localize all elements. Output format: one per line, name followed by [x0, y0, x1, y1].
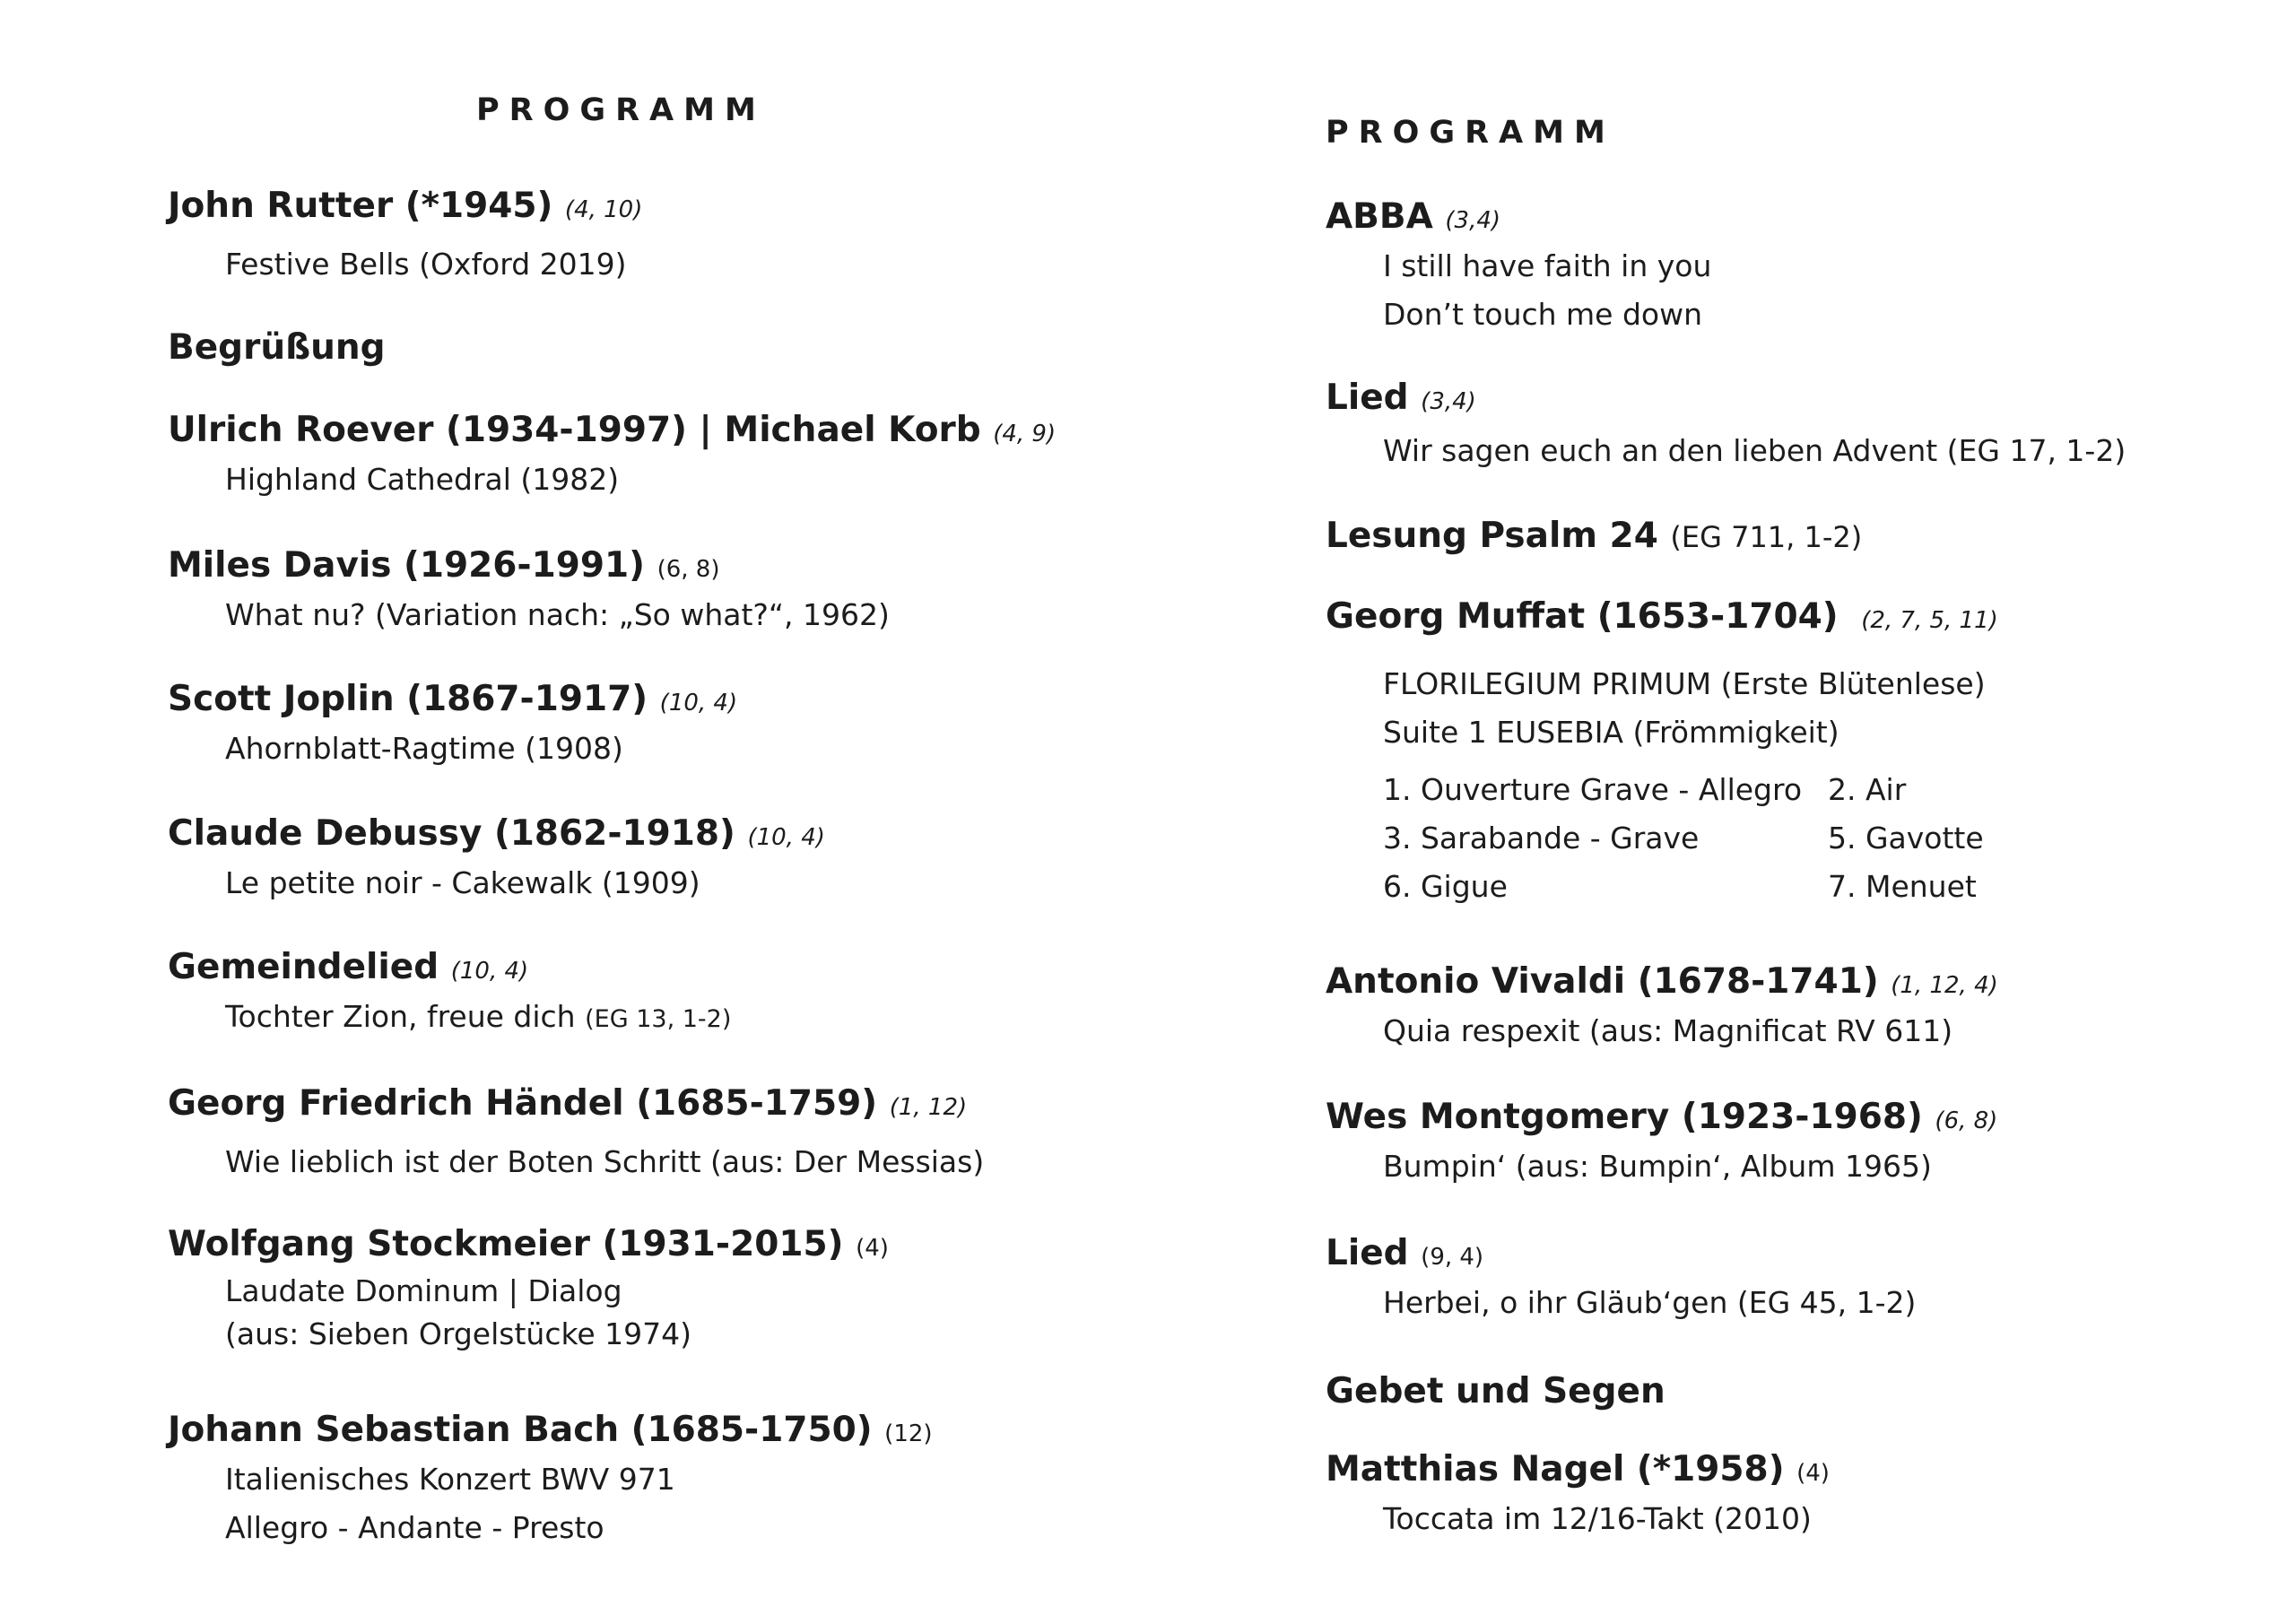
instrument-note: (6, 8): [657, 556, 720, 583]
piece-title: Bumpin‘ (aus: Bumpin‘, Album 1965): [1383, 1149, 1932, 1184]
section-title: Lied: [1326, 378, 1409, 418]
instrument-note: (4, 9): [993, 421, 1057, 447]
program-entry: [1326, 960, 1998, 1055]
composer-name: Ulrich Roever (1934-1997) | Michael Korb: [168, 410, 981, 450]
entry-heading: [168, 946, 731, 993]
instrument-note: (10, 4): [450, 958, 529, 985]
instrument-note: (9, 4): [1421, 1244, 1484, 1271]
piece-title: FLORILEGIUM PRIMUM (Erste Blütenlese): [1383, 666, 1986, 701]
program-title: PROGRAMM: [1326, 115, 1615, 151]
program-entry: [1326, 1448, 1830, 1543]
piece-title: Herbei, o ihr Gläub‘gen (EG 45, 1-2): [1383, 1285, 1917, 1320]
composer-name: John Rutter (*1945): [168, 186, 553, 226]
program-entry: [168, 409, 1056, 504]
instrument-note: (10, 4): [659, 690, 738, 716]
entry-heading: [1326, 377, 2126, 423]
entry-heading: [168, 1409, 933, 1455]
movement-item: 2. Air: [1828, 772, 1907, 807]
instrument-note: (1, 12): [889, 1094, 968, 1121]
composer-name: Antonio Vivaldi (1678-1741): [1326, 961, 1879, 1002]
instrument-note: (10, 4): [747, 824, 825, 851]
instrument-note: (3,4): [1421, 388, 1476, 415]
program-entry: [168, 678, 737, 773]
entry-heading: [1326, 1448, 1830, 1495]
program-entry: [168, 946, 731, 1044]
piece-title: What nu? (Variation nach: „So what?“, 1962): [225, 597, 890, 632]
movement-item: 6. Gigue: [1383, 869, 1508, 904]
program-entry: [168, 326, 386, 369]
instrument-note: (4, 10): [564, 196, 643, 223]
entry-heading: [1326, 1370, 1665, 1413]
piece-title: Italienisches Konzert BWV 971: [225, 1462, 675, 1497]
program-entry: [1326, 595, 2025, 911]
section-title: Lesung Psalm 24: [1326, 516, 1658, 556]
composer-name: Johann Sebastian Bach (1685-1750): [168, 1410, 873, 1450]
entry-heading: [168, 1082, 984, 1129]
piece-title: Wir sagen euch an den lieben Advent (EG 17, 1-2): [1383, 433, 2126, 468]
entry-heading: [1326, 595, 2025, 642]
program-entry: [168, 185, 642, 289]
entry-heading: [1326, 515, 1862, 559]
program-entry: [168, 1082, 984, 1186]
movement-item: 1. Ouverture Grave - Allegro: [1383, 772, 1803, 807]
section-title: Gebet und Segen: [1326, 1371, 1665, 1411]
entry-heading: [1326, 195, 1711, 242]
instrument-note: (2, 7, 5, 11): [1861, 607, 1998, 634]
instrument-note: (12): [884, 1420, 933, 1447]
composer-name: Scott Joplin (1867-1917): [168, 679, 648, 719]
entry-heading: [1326, 1232, 1916, 1279]
program-entry: [1326, 515, 1862, 559]
program-entry: [168, 1409, 933, 1552]
piece-title: Ahornblatt-Ragtime (1908): [225, 731, 623, 766]
composer-name: Claude Debussy (1862-1918): [168, 813, 735, 854]
instrument-note: (1, 12, 4): [1891, 972, 1998, 999]
hymn-reference: (EG 711, 1-2): [1670, 520, 1863, 554]
entry-heading: [1326, 1096, 1997, 1142]
entry-heading: [168, 409, 1056, 456]
program-entry: [168, 544, 890, 639]
movement-list: [1326, 766, 2025, 911]
composer-name: Wolfgang Stockmeier (1931-2015): [168, 1224, 844, 1264]
composer-name: ABBA: [1326, 196, 1433, 237]
entry-heading: [168, 678, 737, 725]
program-entry: [168, 812, 825, 908]
section-title: Lied: [1326, 1233, 1409, 1273]
instrument-note: (4): [856, 1235, 889, 1262]
section-title: Begrüßung: [168, 327, 386, 368]
program-entry: [1326, 1232, 1916, 1327]
piece-title: I still have faith in you: [1383, 248, 1712, 283]
composer-name: Gemeindelied: [168, 947, 439, 987]
entry-heading: [168, 326, 386, 369]
entry-heading: [168, 812, 825, 859]
piece-title: [168, 993, 731, 1044]
instrument-note: (6, 8): [1935, 1107, 1998, 1134]
instrument-note: (3,4): [1445, 207, 1501, 234]
composer-name: Georg Muffat (1653-1704): [1326, 596, 1839, 637]
entry-heading: [168, 544, 890, 591]
movement-item: 5. Gavotte: [1828, 821, 1984, 855]
program-entry: [1326, 377, 2126, 475]
program-entry: [1326, 195, 1711, 339]
movement-item: 7. Menuet: [1828, 869, 1977, 904]
instrument-note: (4): [1796, 1460, 1830, 1487]
piece-subtitle: Suite 1 EUSEBIA (Frömmigkeit): [1383, 715, 1839, 750]
program-entry: [1326, 1096, 1997, 1191]
entry-heading: [168, 1223, 889, 1270]
composer-name: Wes Montgomery (1923-1968): [1326, 1097, 1923, 1137]
piece-title: Festive Bells (Oxford 2019): [225, 247, 627, 282]
composer-name: Matthias Nagel (*1958): [1326, 1449, 1785, 1489]
piece-title: Laudate Dominum | Dialog: [225, 1273, 622, 1308]
movement-item: 3. Sarabande - Grave: [1383, 821, 1700, 855]
program-title: PROGRAMM: [476, 92, 766, 128]
entry-heading: [1326, 960, 1998, 1007]
composer-name: Miles Davis (1926-1991): [168, 545, 645, 586]
left-page: [168, 0, 1154, 1624]
piece-title: Wie lieblich ist der Boten Schritt (aus: Der Messias): [225, 1144, 985, 1179]
hymn-title: Tochter Zion, freue dich: [225, 999, 576, 1034]
piece-title: Toccata im 12/16-Takt (2010): [1383, 1501, 1812, 1536]
entry-heading: [168, 185, 642, 231]
hymn-reference: (EG 13, 1-2): [585, 1005, 732, 1033]
piece-title: Quia respexit (aus: Magnificat RV 611): [1383, 1013, 1953, 1048]
right-page: [1326, 0, 2276, 1624]
program-entry: [1326, 1370, 1665, 1413]
piece-title: Don’t touch me down: [1383, 297, 1703, 332]
piece-title: Le petite noir - Cakewalk (1909): [225, 865, 700, 900]
piece-source: (aus: Sieben Orgelstücke 1974): [225, 1316, 692, 1351]
piece-title: Highland Cathedral (1982): [225, 462, 620, 497]
composer-name: Georg Friedrich Händel (1685-1759): [168, 1083, 878, 1124]
program-entry: [168, 1223, 889, 1356]
piece-movements: Allegro - Andante - Presto: [225, 1510, 604, 1545]
